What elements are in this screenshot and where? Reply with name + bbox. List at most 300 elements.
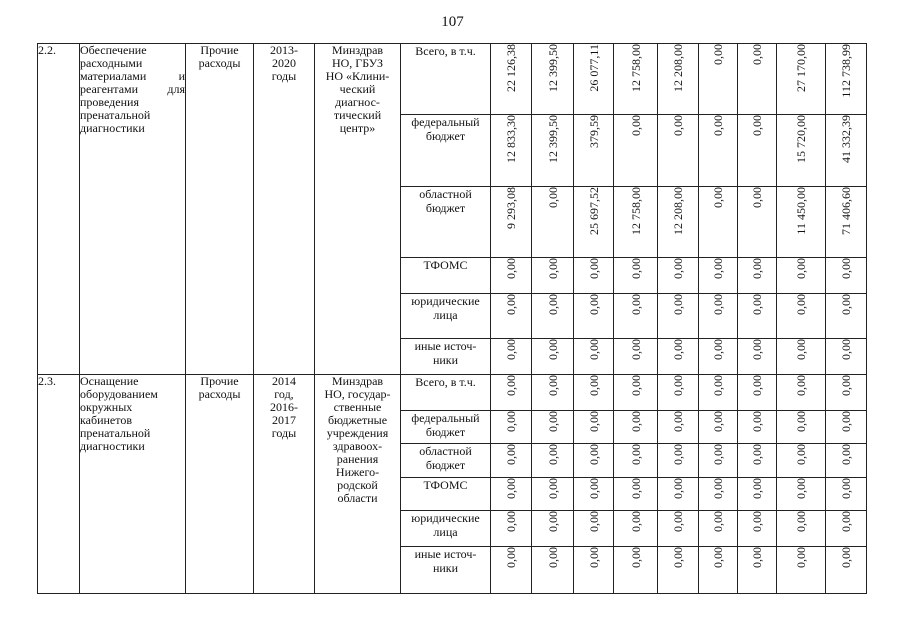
amount-value: 0,00 xyxy=(839,444,853,465)
table-row xyxy=(38,44,867,115)
amount-value: 0,00 xyxy=(628,294,643,315)
value-cell xyxy=(491,294,532,339)
value-cell xyxy=(699,511,738,547)
value-cell xyxy=(826,375,867,411)
value-cell xyxy=(614,44,658,115)
amount-value: 0,00 xyxy=(545,294,560,315)
value-cell xyxy=(532,258,574,294)
value-cell xyxy=(826,339,867,375)
amount-value: 0,00 xyxy=(586,339,601,360)
amount-value: 0,00 xyxy=(504,511,518,532)
amount-value: 0,00 xyxy=(586,375,601,396)
value-cell xyxy=(491,375,532,411)
amount-value: 0,00 xyxy=(545,444,560,465)
text-line: расходы xyxy=(198,56,241,70)
value-cell xyxy=(658,547,699,594)
amount-value: 112 738,99 xyxy=(839,44,853,98)
amount-value: 0,00 xyxy=(628,478,643,499)
text-line: 2016- xyxy=(270,400,298,414)
executor xyxy=(315,375,401,594)
value-cell xyxy=(614,187,658,258)
implementation-period xyxy=(254,44,315,375)
value-cell xyxy=(491,547,532,594)
value-cell xyxy=(491,339,532,375)
table-row xyxy=(38,375,867,411)
text-line: годы xyxy=(271,426,297,440)
funding-source xyxy=(401,115,491,187)
amount-value: 0,00 xyxy=(711,294,725,315)
amount-value: 0,00 xyxy=(750,339,764,360)
text-line: тический xyxy=(333,108,382,122)
item-name-line: диагностики xyxy=(80,121,145,135)
amount-value: 0,00 xyxy=(794,478,808,499)
value-cell xyxy=(738,547,777,594)
text-line: Прочие xyxy=(200,374,239,388)
amount-value: 9 293,08 xyxy=(504,187,518,229)
funding-source xyxy=(401,339,491,375)
amount-value: 0,00 xyxy=(711,115,725,136)
value-cell xyxy=(699,411,738,444)
amount-value: 0,00 xyxy=(750,115,764,136)
amount-value: 0,00 xyxy=(750,258,764,279)
amount-value: 0,00 xyxy=(628,411,643,432)
value-cell xyxy=(614,115,658,187)
amount-value: 0,00 xyxy=(750,511,764,532)
text-line: Минздрав xyxy=(331,43,384,57)
amount-value: 0,00 xyxy=(794,294,808,315)
text-line: лица xyxy=(433,308,458,322)
value-cell xyxy=(738,511,777,547)
item-number: 2.2. xyxy=(38,44,80,375)
text-line: НО, ГБУЗ xyxy=(331,56,384,70)
item-name xyxy=(80,375,186,594)
amount-value: 0,00 xyxy=(671,339,685,360)
text-line: Всего, в т.ч. xyxy=(415,375,476,389)
amount-value: 0,00 xyxy=(545,375,560,396)
amount-value: 0,00 xyxy=(839,294,853,315)
text-line: юридические xyxy=(411,294,480,308)
amount-value: 0,00 xyxy=(545,478,560,499)
text-line: ранения xyxy=(336,452,379,466)
value-cell xyxy=(826,444,867,478)
amount-value: 0,00 xyxy=(504,411,518,432)
value-cell xyxy=(658,511,699,547)
amount-value: 0,00 xyxy=(504,258,518,279)
amount-value: 0,00 xyxy=(750,375,764,396)
value-cell xyxy=(614,478,658,511)
amount-value: 41 332,39 xyxy=(839,115,853,163)
amount-value: 26 077,11 xyxy=(586,44,601,92)
amount-value: 0,00 xyxy=(711,339,725,360)
value-cell xyxy=(658,339,699,375)
value-cell xyxy=(826,258,867,294)
amount-value: 0,00 xyxy=(545,547,560,568)
value-cell xyxy=(574,44,614,115)
text-line: области xyxy=(337,491,378,505)
value-cell xyxy=(614,547,658,594)
amount-value: 0,00 xyxy=(545,258,560,279)
value-cell xyxy=(826,511,867,547)
implementation-period xyxy=(254,375,315,594)
text-line: 2014 xyxy=(272,374,296,388)
value-cell xyxy=(532,44,574,115)
amount-value: 0,00 xyxy=(711,411,725,432)
value-cell xyxy=(532,411,574,444)
amount-value: 0,00 xyxy=(794,511,808,532)
amount-value: 71 406,60 xyxy=(839,187,853,235)
value-cell xyxy=(777,187,826,258)
value-cell xyxy=(658,258,699,294)
value-cell xyxy=(491,478,532,511)
text-line: иные источ- xyxy=(414,339,477,353)
amount-value: 0,00 xyxy=(545,411,560,432)
value-cell xyxy=(574,511,614,547)
value-cell xyxy=(574,294,614,339)
text-line: бюджетные xyxy=(327,413,388,427)
value-cell xyxy=(777,478,826,511)
amount-value: 0,00 xyxy=(671,115,685,136)
amount-value: 0,00 xyxy=(671,258,685,279)
value-cell xyxy=(574,339,614,375)
value-cell xyxy=(699,258,738,294)
amount-value: 0,00 xyxy=(671,511,685,532)
text-line: бюджет xyxy=(425,458,466,472)
value-cell xyxy=(777,511,826,547)
value-cell xyxy=(699,294,738,339)
value-cell xyxy=(738,44,777,115)
value-cell xyxy=(658,444,699,478)
amount-value: 0,00 xyxy=(628,375,643,396)
expense-kind xyxy=(186,44,254,375)
text-line: расходы xyxy=(198,387,241,401)
text-line: центр» xyxy=(339,121,376,135)
value-cell xyxy=(658,187,699,258)
expense-kind xyxy=(186,375,254,594)
amount-value: 0,00 xyxy=(794,444,808,465)
text-line: бюджет xyxy=(425,129,466,143)
value-cell xyxy=(658,115,699,187)
item-name-line: кабинетов xyxy=(80,413,133,427)
text-line: ческий xyxy=(339,82,376,96)
amount-value: 12 399,50 xyxy=(545,44,560,92)
amount-value: 0,00 xyxy=(628,339,643,360)
value-cell xyxy=(738,187,777,258)
amount-value: 0,00 xyxy=(586,478,601,499)
amount-value: 0,00 xyxy=(711,187,725,208)
amount-value: 0,00 xyxy=(504,444,518,465)
text-line: ники xyxy=(432,353,459,367)
value-cell xyxy=(491,44,532,115)
value-cell xyxy=(532,339,574,375)
value-cell xyxy=(699,444,738,478)
value-cell xyxy=(777,411,826,444)
value-cell xyxy=(777,547,826,594)
amount-value: 0,00 xyxy=(794,258,808,279)
amount-value: 0,00 xyxy=(750,187,764,208)
text-line: учреждения xyxy=(326,426,389,440)
text-line: областной xyxy=(419,187,472,201)
text-line: лица xyxy=(433,525,458,539)
amount-value: 0,00 xyxy=(545,339,560,360)
text-line: 2020 xyxy=(272,56,296,70)
amount-value: 379,59 xyxy=(586,115,601,148)
item-name-line: диагностики xyxy=(80,439,145,453)
value-cell xyxy=(738,258,777,294)
value-cell xyxy=(532,511,574,547)
amount-value: 27 170,00 xyxy=(794,44,808,92)
item-name-line: расходными xyxy=(80,56,143,70)
amount-value: 12 208,00 xyxy=(671,187,685,235)
value-cell xyxy=(699,115,738,187)
funding-source xyxy=(401,294,491,339)
text-line: 2013- xyxy=(270,43,298,57)
value-cell xyxy=(738,375,777,411)
amount-value: 0,00 xyxy=(839,478,853,499)
amount-value: 0,00 xyxy=(671,444,685,465)
text-line: ники xyxy=(432,561,459,575)
value-cell xyxy=(574,478,614,511)
value-cell xyxy=(777,444,826,478)
value-cell xyxy=(826,478,867,511)
value-cell xyxy=(777,44,826,115)
value-cell xyxy=(826,294,867,339)
value-cell xyxy=(699,375,738,411)
amount-value: 0,00 xyxy=(794,411,808,432)
amount-value: 0,00 xyxy=(750,411,764,432)
amount-value: 0,00 xyxy=(794,547,808,568)
text-line: иные источ- xyxy=(414,547,477,561)
amount-value: 15 720,00 xyxy=(794,115,808,163)
value-cell xyxy=(614,339,658,375)
amount-value: 0,00 xyxy=(628,547,643,568)
text-line: бюджет xyxy=(425,425,466,439)
amount-value: 0,00 xyxy=(628,444,643,465)
amount-value: 0,00 xyxy=(711,511,725,532)
text-line: ТФОМС xyxy=(423,478,468,492)
value-cell xyxy=(826,547,867,594)
amount-value: 0,00 xyxy=(504,478,518,499)
value-cell xyxy=(777,375,826,411)
value-cell xyxy=(777,294,826,339)
amount-value: 0,00 xyxy=(671,411,685,432)
text-line: бюджет xyxy=(425,201,466,215)
funding-source xyxy=(401,375,491,411)
value-cell xyxy=(491,258,532,294)
value-cell xyxy=(614,375,658,411)
amount-value: 0,00 xyxy=(839,258,853,279)
value-cell xyxy=(826,411,867,444)
text-line: Нижего- xyxy=(335,465,380,479)
amount-value: 12 758,00 xyxy=(628,44,643,92)
value-cell xyxy=(777,258,826,294)
text-line: Минздрав xyxy=(331,374,384,388)
amount-value: 12 399,50 xyxy=(545,115,560,163)
amount-value: 0,00 xyxy=(839,511,853,532)
value-cell xyxy=(699,187,738,258)
value-cell xyxy=(532,444,574,478)
value-cell xyxy=(658,294,699,339)
amount-value: 0,00 xyxy=(794,339,808,360)
funding-source xyxy=(401,444,491,478)
item-name-line: Обеспечение xyxy=(80,43,147,57)
text-line: 2017 xyxy=(272,413,296,427)
value-cell xyxy=(491,411,532,444)
item-name-line: окружных xyxy=(80,400,133,414)
amount-value: 0,00 xyxy=(504,375,518,396)
value-cell xyxy=(574,115,614,187)
value-cell xyxy=(532,115,574,187)
funding-source xyxy=(401,478,491,511)
value-cell xyxy=(574,411,614,444)
value-cell xyxy=(738,115,777,187)
value-cell xyxy=(658,411,699,444)
text-line: Прочие xyxy=(200,43,239,57)
item-name-line: проведения xyxy=(80,95,139,109)
value-cell xyxy=(532,547,574,594)
value-cell xyxy=(491,187,532,258)
value-cell xyxy=(738,478,777,511)
value-cell xyxy=(574,547,614,594)
value-cell xyxy=(699,44,738,115)
amount-value: 0,00 xyxy=(628,258,643,279)
value-cell xyxy=(532,478,574,511)
value-cell xyxy=(738,411,777,444)
item-name-line: пренатальной xyxy=(80,426,151,440)
text-line: ТФОМС xyxy=(423,258,468,272)
amount-value: 22 126,38 xyxy=(504,44,518,92)
funding-source xyxy=(401,187,491,258)
text-line: федеральный xyxy=(411,115,480,129)
value-cell xyxy=(826,44,867,115)
value-cell xyxy=(826,115,867,187)
amount-value: 0,00 xyxy=(586,294,601,315)
value-cell xyxy=(532,187,574,258)
table-body xyxy=(38,44,867,594)
executor xyxy=(315,44,401,375)
amount-value: 0,00 xyxy=(671,547,685,568)
value-cell xyxy=(614,411,658,444)
amount-value: 0,00 xyxy=(839,339,853,360)
value-cell xyxy=(738,294,777,339)
item-name-line: Оснащение xyxy=(80,374,139,388)
value-cell xyxy=(614,444,658,478)
value-cell xyxy=(777,115,826,187)
text-line: Всего, в т.ч. xyxy=(415,44,476,58)
amount-value: 0,00 xyxy=(750,44,764,65)
text-line: федеральный xyxy=(411,411,480,425)
text-line: родской xyxy=(337,478,378,492)
text-line: ственные xyxy=(333,400,382,414)
amount-value: 0,00 xyxy=(750,294,764,315)
funding-source xyxy=(401,547,491,594)
value-cell xyxy=(491,115,532,187)
amount-value: 0,00 xyxy=(750,478,764,499)
amount-value: 0,00 xyxy=(750,547,764,568)
text-line: областной xyxy=(419,444,472,458)
amount-value: 0,00 xyxy=(586,258,601,279)
value-cell xyxy=(614,258,658,294)
value-cell xyxy=(826,187,867,258)
amount-value: 0,00 xyxy=(839,411,853,432)
amount-value: 0,00 xyxy=(711,478,725,499)
amount-value: 0,00 xyxy=(839,547,853,568)
value-cell xyxy=(574,187,614,258)
text-line: НО, государ- xyxy=(324,387,391,401)
value-cell xyxy=(574,375,614,411)
value-cell xyxy=(777,339,826,375)
amount-value: 0,00 xyxy=(586,547,601,568)
amount-value: 0,00 xyxy=(794,375,808,396)
amount-value: 0,00 xyxy=(545,511,560,532)
text-line: юридические xyxy=(411,511,480,525)
text-line: годы xyxy=(271,69,297,83)
value-cell xyxy=(614,294,658,339)
amount-value: 0,00 xyxy=(671,375,685,396)
text-line: диагнос- xyxy=(335,95,380,109)
value-cell xyxy=(532,375,574,411)
amount-value: 0,00 xyxy=(586,444,601,465)
value-cell xyxy=(699,478,738,511)
funding-source xyxy=(401,44,491,115)
funding-source xyxy=(401,411,491,444)
item-number: 2.3. xyxy=(38,375,80,594)
value-cell xyxy=(491,444,532,478)
amount-value: 0,00 xyxy=(711,44,725,65)
text-line: здравоох- xyxy=(332,439,383,453)
value-cell xyxy=(532,294,574,339)
amount-value: 0,00 xyxy=(750,444,764,465)
item-name-line: пренатальной xyxy=(80,108,151,122)
amount-value: 0,00 xyxy=(711,547,725,568)
value-cell xyxy=(738,339,777,375)
amount-value: 12 833,30 xyxy=(504,115,518,163)
amount-value: 0,00 xyxy=(504,294,518,315)
amount-value: 0,00 xyxy=(545,187,560,208)
amount-value: 0,00 xyxy=(628,511,643,532)
item-name xyxy=(80,44,186,375)
value-cell xyxy=(574,444,614,478)
amount-value: 0,00 xyxy=(711,375,725,396)
value-cell xyxy=(699,339,738,375)
funding-source xyxy=(401,511,491,547)
funding-source xyxy=(401,258,491,294)
amount-value: 0,00 xyxy=(504,547,518,568)
item-name-line: оборудованием xyxy=(80,387,158,401)
amount-value: 0,00 xyxy=(671,294,685,315)
amount-value: 12 758,00 xyxy=(628,187,643,235)
value-cell xyxy=(658,375,699,411)
amount-value: 0,00 xyxy=(711,444,725,465)
amount-value: 0,00 xyxy=(628,115,643,136)
text-line: год, xyxy=(274,387,294,401)
value-cell xyxy=(491,511,532,547)
amount-value: 0,00 xyxy=(586,511,601,532)
amount-value: 25 697,52 xyxy=(586,187,601,235)
value-cell xyxy=(574,258,614,294)
text-line: НО «Клини- xyxy=(325,69,390,83)
value-cell xyxy=(658,478,699,511)
value-cell xyxy=(614,511,658,547)
amount-value: 0,00 xyxy=(586,411,601,432)
value-cell xyxy=(658,44,699,115)
value-cell xyxy=(738,444,777,478)
page-number: 107 xyxy=(441,14,464,30)
amount-value: 0,00 xyxy=(839,375,853,396)
value-cell xyxy=(699,547,738,594)
amount-value: 12 208,00 xyxy=(671,44,685,92)
funding-table xyxy=(37,43,867,594)
amount-value: 11 450,00 xyxy=(794,187,808,235)
